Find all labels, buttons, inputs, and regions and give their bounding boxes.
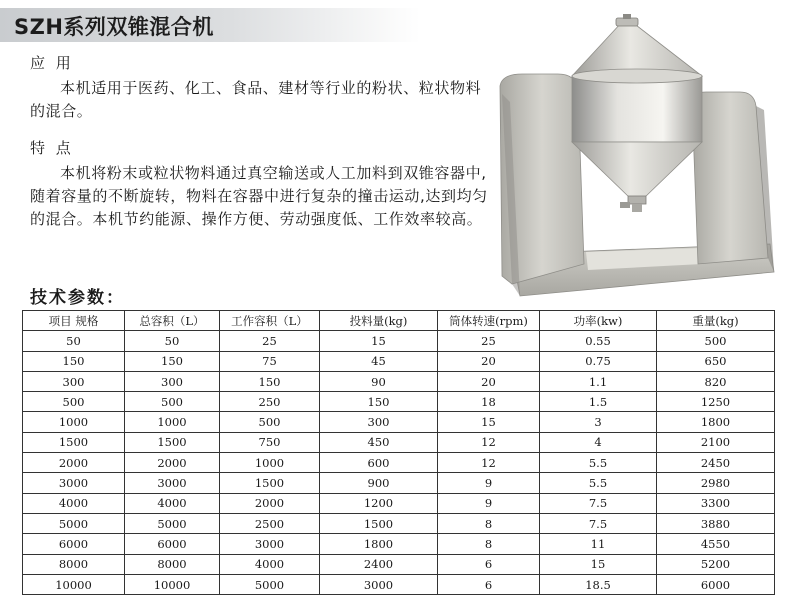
cell-weight: 2100 bbox=[657, 432, 775, 452]
cell-weight: 3880 bbox=[657, 513, 775, 533]
cell-spec: 2000 bbox=[23, 453, 125, 473]
cell-weight: 820 bbox=[657, 371, 775, 391]
cell-weight: 2450 bbox=[657, 453, 775, 473]
table-row bbox=[23, 412, 775, 432]
cell-power: 7.5 bbox=[540, 493, 657, 513]
cell-spec: 500 bbox=[23, 392, 125, 412]
header-working-volume: 工作容积（L） bbox=[220, 311, 320, 331]
application-heading: 应 用 bbox=[30, 54, 74, 72]
spec-title: 技术参数： bbox=[30, 288, 125, 308]
header-speed: 筒体转速(rpm) bbox=[438, 311, 540, 331]
table-row bbox=[23, 432, 775, 452]
cell-weight: 500 bbox=[657, 331, 775, 351]
cell-working-volume: 2500 bbox=[220, 513, 320, 533]
cell-speed: 20 bbox=[438, 351, 540, 371]
cell-weight: 3300 bbox=[657, 493, 775, 513]
cell-load: 45 bbox=[320, 351, 438, 371]
cell-working-volume: 1000 bbox=[220, 453, 320, 473]
cell-speed: 15 bbox=[438, 412, 540, 432]
cell-speed: 8 bbox=[438, 513, 540, 533]
table-header-row bbox=[23, 311, 775, 331]
table-row bbox=[23, 371, 775, 391]
cell-total-volume: 2000 bbox=[125, 453, 220, 473]
cell-load: 150 bbox=[320, 392, 438, 412]
cell-total-volume: 150 bbox=[125, 351, 220, 371]
header-power: 功率(kw) bbox=[540, 311, 657, 331]
cell-working-volume: 5000 bbox=[220, 574, 320, 594]
cell-load: 1500 bbox=[320, 513, 438, 533]
table-row bbox=[23, 493, 775, 513]
title-bar bbox=[0, 8, 420, 42]
cell-power: 1.5 bbox=[540, 392, 657, 412]
cell-power: 5.5 bbox=[540, 453, 657, 473]
cell-total-volume: 5000 bbox=[125, 513, 220, 533]
cell-load: 300 bbox=[320, 412, 438, 432]
cell-load: 1200 bbox=[320, 493, 438, 513]
cell-spec: 1500 bbox=[23, 432, 125, 452]
cell-speed: 6 bbox=[438, 554, 540, 574]
table-row bbox=[23, 473, 775, 493]
cell-spec: 150 bbox=[23, 351, 125, 371]
features-text: 本机将粉末或粒状物料通过真空输送或人工加料到双锥容器中,随着容量的不断旋转，物料在容器中进行复杂的撞击运动,达到均匀的混合。本机节约能源、操作方便、劳动强度低、工作效率较高。 bbox=[30, 164, 488, 228]
table-row bbox=[23, 351, 775, 371]
table-row bbox=[23, 574, 775, 594]
cell-working-volume: 150 bbox=[220, 371, 320, 391]
spec-table-body bbox=[23, 331, 775, 595]
cell-load: 1800 bbox=[320, 534, 438, 554]
header-weight: 重量(kg) bbox=[657, 311, 775, 331]
cell-working-volume: 750 bbox=[220, 432, 320, 452]
cell-power: 11 bbox=[540, 534, 657, 554]
cell-power: 3 bbox=[540, 412, 657, 432]
cell-working-volume: 1500 bbox=[220, 473, 320, 493]
cell-speed: 8 bbox=[438, 534, 540, 554]
cell-power: 15 bbox=[540, 554, 657, 574]
cell-total-volume: 10000 bbox=[125, 574, 220, 594]
cell-spec: 8000 bbox=[23, 554, 125, 574]
cell-speed: 9 bbox=[438, 493, 540, 513]
cell-load: 3000 bbox=[320, 574, 438, 594]
cell-power: 5.5 bbox=[540, 473, 657, 493]
cell-load: 2400 bbox=[320, 554, 438, 574]
table-row bbox=[23, 453, 775, 473]
cell-working-volume: 75 bbox=[220, 351, 320, 371]
cell-spec: 6000 bbox=[23, 534, 125, 554]
cell-total-volume: 50 bbox=[125, 331, 220, 351]
cell-power: 0.75 bbox=[540, 351, 657, 371]
cell-working-volume: 500 bbox=[220, 412, 320, 432]
cell-speed: 25 bbox=[438, 331, 540, 351]
cell-working-volume: 25 bbox=[220, 331, 320, 351]
cell-total-volume: 1000 bbox=[125, 412, 220, 432]
application-text: 本机适用于医药、化工、食品、建材等行业的粉状、粒状物料的混合。 bbox=[30, 79, 482, 120]
table-row bbox=[23, 513, 775, 533]
header-spec: 项目 规格 bbox=[23, 311, 125, 331]
cell-spec: 4000 bbox=[23, 493, 125, 513]
cell-total-volume: 300 bbox=[125, 371, 220, 391]
cell-spec: 1000 bbox=[23, 412, 125, 432]
cell-weight: 4550 bbox=[657, 534, 775, 554]
table-row bbox=[23, 554, 775, 574]
page-title: SZH系列双锥混合机 bbox=[14, 15, 214, 39]
cell-load: 600 bbox=[320, 453, 438, 473]
cell-working-volume: 4000 bbox=[220, 554, 320, 574]
cell-power: 1.1 bbox=[540, 371, 657, 391]
header-load: 投料量(kg) bbox=[320, 311, 438, 331]
cell-working-volume: 3000 bbox=[220, 534, 320, 554]
cell-total-volume: 4000 bbox=[125, 493, 220, 513]
cell-spec: 300 bbox=[23, 371, 125, 391]
features-heading: 特 点 bbox=[30, 139, 74, 157]
cell-spec: 50 bbox=[23, 331, 125, 351]
cell-working-volume: 2000 bbox=[220, 493, 320, 513]
table-row bbox=[23, 534, 775, 554]
cell-speed: 12 bbox=[438, 432, 540, 452]
table-row bbox=[23, 392, 775, 412]
cell-speed: 18 bbox=[438, 392, 540, 412]
cell-speed: 6 bbox=[438, 574, 540, 594]
cell-total-volume: 8000 bbox=[125, 554, 220, 574]
cell-load: 450 bbox=[320, 432, 438, 452]
table-row bbox=[23, 331, 775, 351]
cell-spec: 10000 bbox=[23, 574, 125, 594]
cell-weight: 5200 bbox=[657, 554, 775, 574]
cell-power: 4 bbox=[540, 432, 657, 452]
cell-total-volume: 3000 bbox=[125, 473, 220, 493]
cell-power: 0.55 bbox=[540, 331, 657, 351]
cell-load: 15 bbox=[320, 331, 438, 351]
cell-weight: 6000 bbox=[657, 574, 775, 594]
double-cone-mixer-image bbox=[492, 14, 780, 304]
header-total-volume: 总容积（L） bbox=[125, 311, 220, 331]
cell-weight: 1800 bbox=[657, 412, 775, 432]
cell-speed: 9 bbox=[438, 473, 540, 493]
cell-total-volume: 1500 bbox=[125, 432, 220, 452]
cell-load: 90 bbox=[320, 371, 438, 391]
cell-total-volume: 6000 bbox=[125, 534, 220, 554]
spec-table bbox=[22, 310, 775, 595]
cell-total-volume: 500 bbox=[125, 392, 220, 412]
cell-power: 7.5 bbox=[540, 513, 657, 533]
cell-spec: 3000 bbox=[23, 473, 125, 493]
cell-weight: 650 bbox=[657, 351, 775, 371]
cell-power: 18.5 bbox=[540, 574, 657, 594]
cell-working-volume: 250 bbox=[220, 392, 320, 412]
cell-spec: 5000 bbox=[23, 513, 125, 533]
cell-speed: 12 bbox=[438, 453, 540, 473]
cell-load: 900 bbox=[320, 473, 438, 493]
cell-weight: 2980 bbox=[657, 473, 775, 493]
cell-weight: 1250 bbox=[657, 392, 775, 412]
cell-speed: 20 bbox=[438, 371, 540, 391]
